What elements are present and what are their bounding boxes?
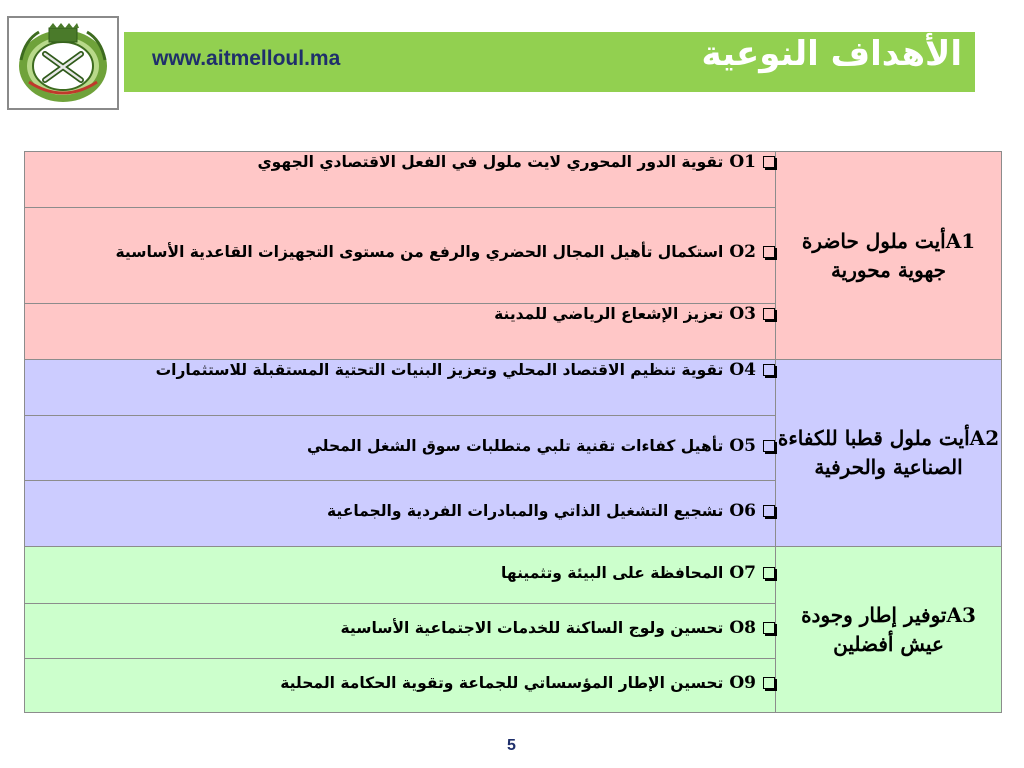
checkbox-bullet-icon (763, 156, 775, 168)
objective-code: O9 (729, 673, 756, 693)
objective-code: O2 (729, 242, 756, 262)
checkbox-bullet-icon (763, 364, 775, 376)
municipal-logo (7, 16, 119, 110)
objective-cell (25, 304, 776, 360)
objective-cell (25, 659, 776, 713)
page-number: 5 (507, 737, 516, 754)
objective-code: O5 (729, 436, 756, 456)
objective-cell (25, 481, 776, 547)
axis-label: A3توفير إطار وجودة عيش أفضلين (776, 547, 1002, 713)
checkbox-bullet-icon (763, 505, 775, 517)
objective-text: تأهيل كفاءات تقنية تلبي متطلبات سوق الشغل المحلي (306, 437, 724, 455)
objective-code: O8 (729, 618, 756, 638)
checkbox-bullet-icon (763, 308, 775, 320)
objective-text: استكمال تأهيل المجال الحضري والرفع من مستوى التجهيزات القاعدية الأساسية (115, 243, 724, 261)
axis-label: A2أيت ملول قطبا للكفاءة الصناعية والحرفية (776, 360, 1002, 547)
table-row (25, 152, 1002, 208)
table-row (25, 547, 1002, 604)
objective-text: تحسين ولوج الساكنة للخدمات الاجتماعية الأساسية (340, 619, 724, 637)
checkbox-bullet-icon (763, 622, 775, 634)
site-url[interactable]: www.aitmelloul.ma (152, 47, 341, 70)
objective-code: O3 (729, 304, 756, 324)
objective-text: تشجيع التشغيل الذاتي والمبادرات الفردية والجماعية (327, 502, 724, 520)
checkbox-bullet-icon (763, 567, 775, 579)
checkbox-bullet-icon (763, 440, 775, 452)
objective-cell (25, 604, 776, 659)
table-row (25, 360, 1002, 416)
objective-code: O7 (729, 563, 756, 583)
municipal-emblem-icon (15, 22, 111, 104)
objective-cell (25, 360, 776, 416)
objective-text: المحافظة على البيئة وتثمينها (501, 564, 724, 582)
checkbox-bullet-icon (763, 677, 775, 689)
objective-text: تقوية تنظيم الاقتصاد المحلي وتعزيز البنيات التحتية المستقبلة للاستثمارات (155, 361, 724, 379)
objective-text: تعزيز الإشعاع الرياضي للمدينة (494, 305, 724, 323)
checkbox-bullet-icon (763, 246, 775, 258)
objective-text: تحسين الإطار المؤسساتي للجماعة وتقوية الحكامة المحلية (280, 674, 724, 692)
objective-code: O6 (729, 501, 756, 521)
objective-cell (25, 152, 776, 208)
objectives-table (24, 151, 1002, 713)
axis-label: A1أيت ملول حاضرة جهوية محورية (776, 152, 1002, 360)
objective-code: O4 (729, 360, 756, 380)
objective-code: O1 (729, 152, 756, 172)
objective-cell (25, 547, 776, 604)
objective-cell (25, 208, 776, 304)
page-title: الأهداف النوعية (701, 34, 962, 74)
objective-cell (25, 416, 776, 481)
objective-text: تقوية الدور المحوري لايت ملول في الفعل الاقتصادي الجهوي (257, 153, 724, 171)
